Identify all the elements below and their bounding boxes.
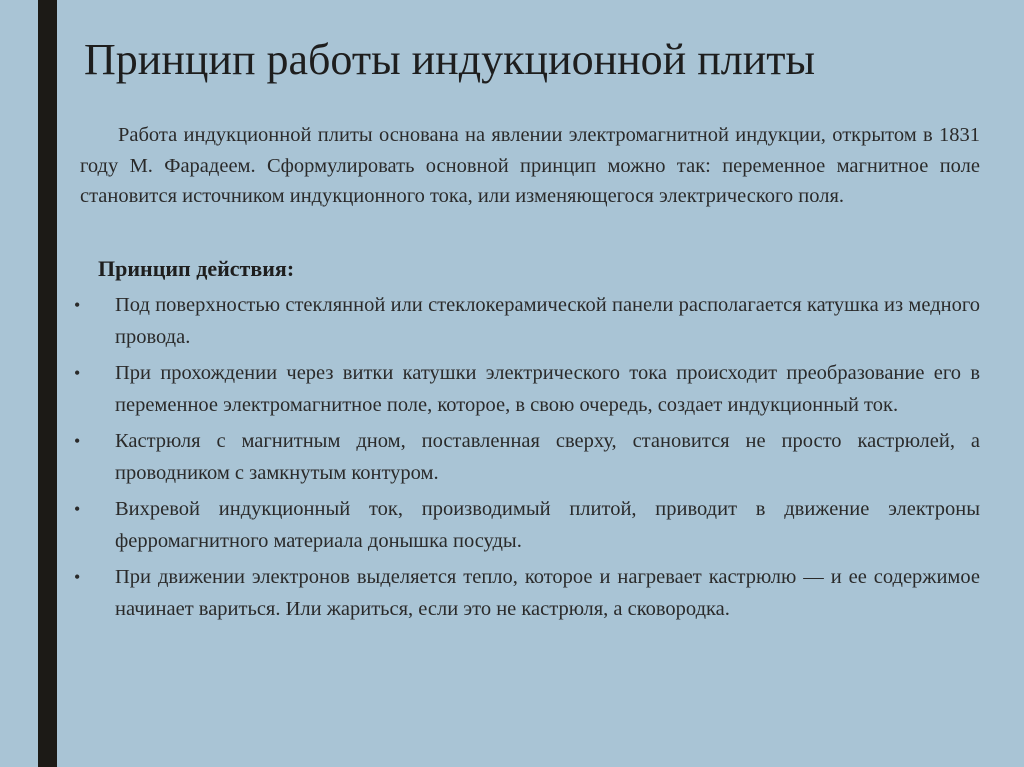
- bullet-text: Кастрюля с магнитным дном, поставленная сверху, становится не просто кастрюлей, а проводником с замкнутым контуром.: [115, 430, 980, 484]
- left-accent-bar: [38, 0, 57, 767]
- bullet-list: [74, 290, 980, 630]
- bullet-text: Под поверхностью стеклянной или стеклокерамической панели располагается катушка из медного провода.: [115, 294, 980, 348]
- bullet-icon: •: [74, 363, 81, 383]
- section-subheading: Принцип действия:: [98, 256, 295, 281]
- bullet-item: [74, 426, 980, 489]
- bullet-text: При движении электронов выделяется тепло, которое и нагревает кастрюлю — и ее содержимое начинает вариться. Или жариться, если это не кастрюля, а сковородка.: [115, 566, 980, 620]
- bullet-item: [74, 358, 980, 421]
- bullet-icon: •: [74, 295, 81, 315]
- bullet-item: [74, 290, 980, 353]
- bullet-item: [74, 562, 980, 625]
- slide-title: Принцип работы индукционной плиты: [84, 35, 816, 84]
- bullet-item: [74, 494, 980, 557]
- intro-paragraph: Работа индукционной плиты основана на явлении электромагнитной индукции, открытом в 1831 году М. Фарадеем. Сформулировать основной принцип можно так: переменное магнитное поле становится источником индукционного тока, или изменяющегося электрического поля.: [80, 124, 980, 207]
- bullet-text: При прохождении через витки катушки электрического тока происходит преобразование его в переменное электромагнитное поле, которое, в свою очередь, создает индукционный ток.: [115, 362, 980, 416]
- bullet-icon: •: [74, 499, 81, 519]
- bullet-icon: •: [74, 431, 81, 451]
- bullet-text: Вихревой индукционный ток, производимый плитой, приводит в движение электроны ферромагнитного материала донышка посуды.: [115, 498, 980, 552]
- bullet-icon: •: [74, 567, 81, 587]
